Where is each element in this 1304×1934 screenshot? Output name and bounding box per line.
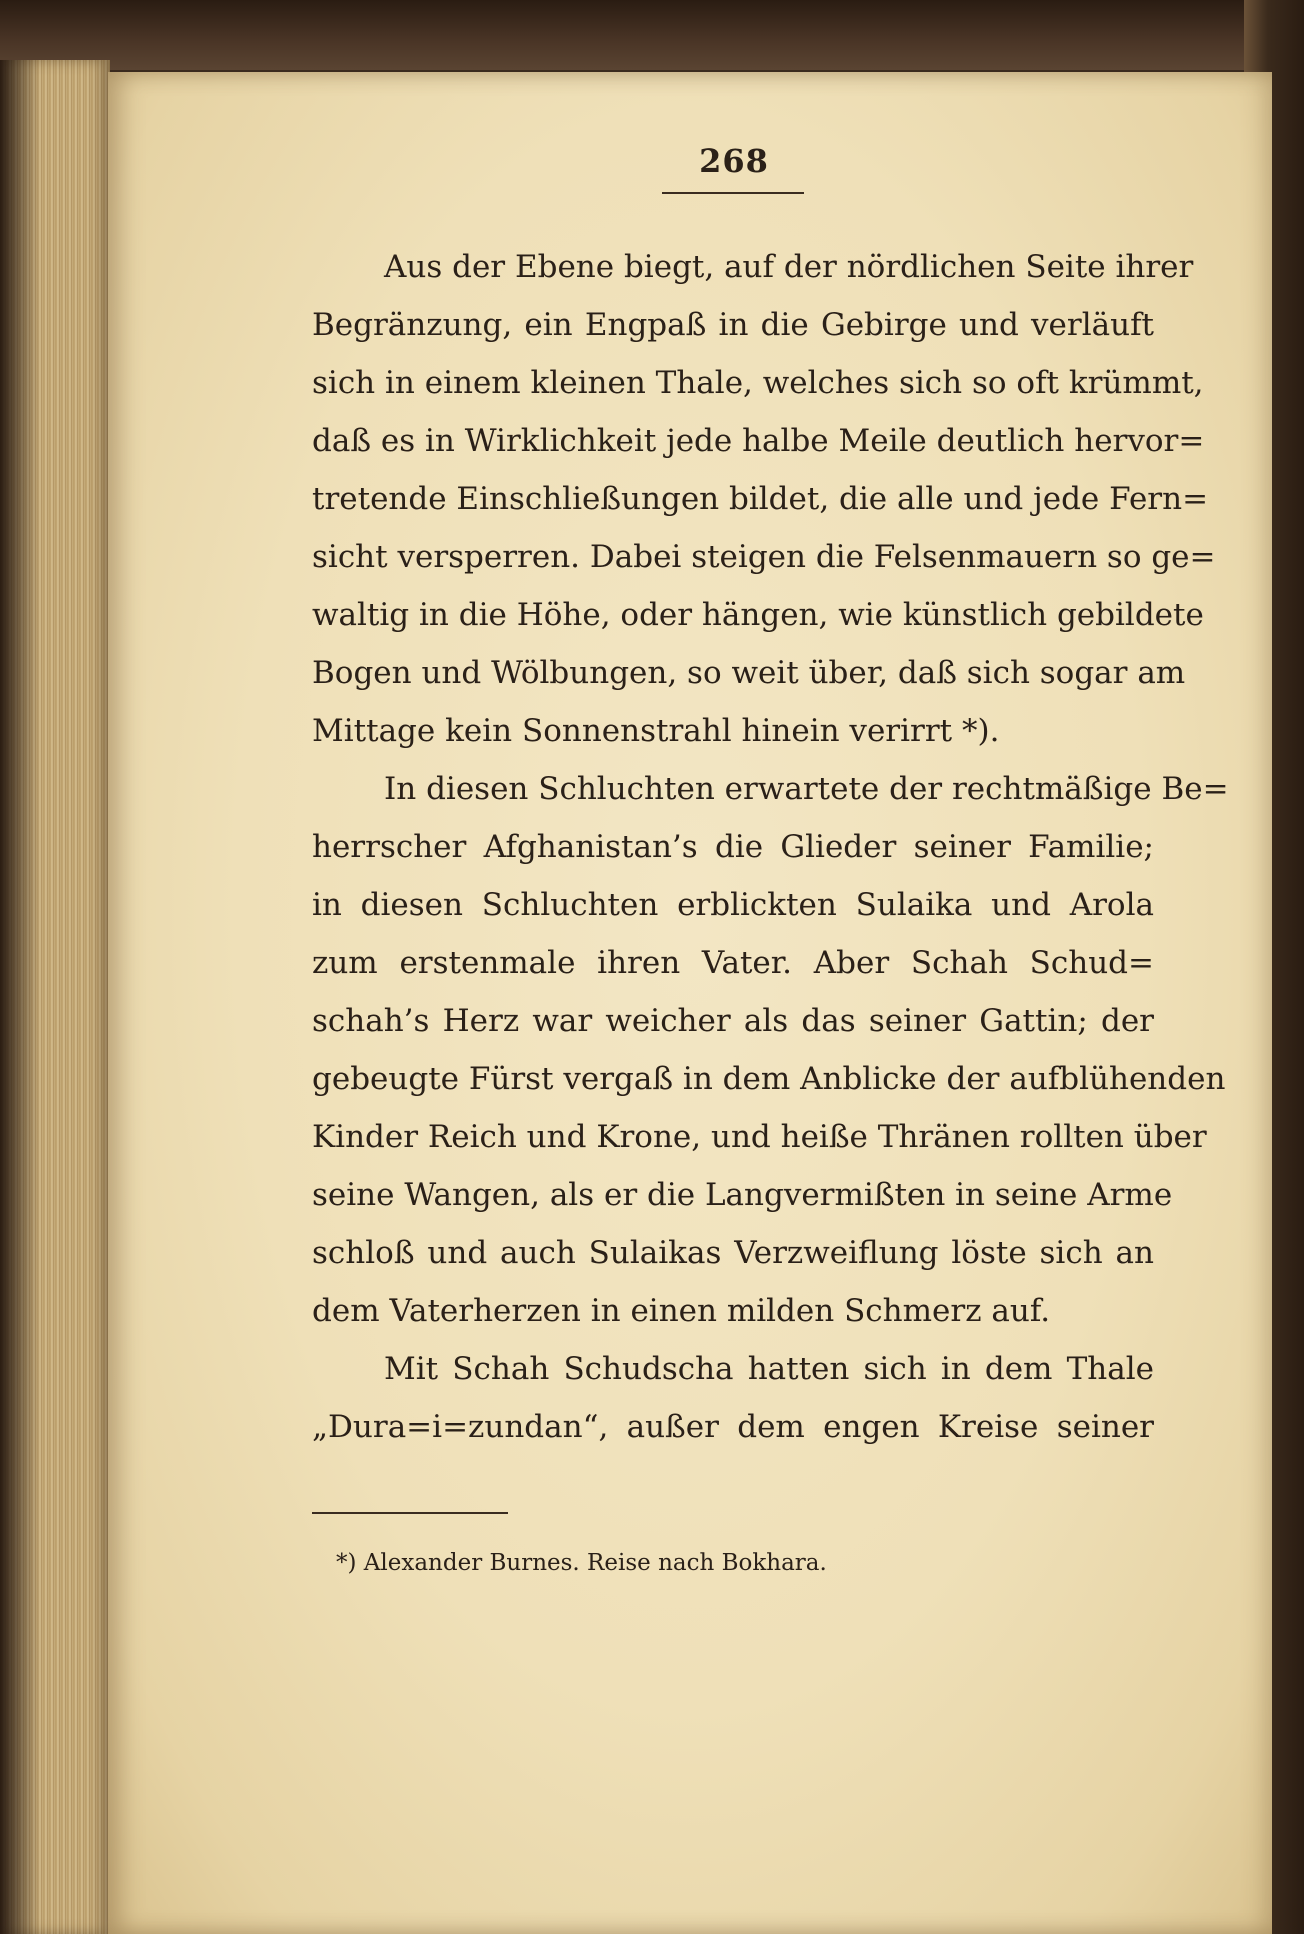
footnote-rule	[312, 1512, 508, 1514]
text-line: Bogen und Wölbungen, so weit über, daß sich sogar am	[312, 655, 1186, 691]
text-line: herrscher Afghanistan’s die Glieder seiner Familie;	[312, 829, 1154, 865]
footnote: *) Alexander Burnes. Reise nach Bokhara.	[336, 1550, 827, 1576]
text-line: Mit Schah Schudscha hatten sich in dem Thale	[384, 1351, 1154, 1387]
page-stack-shadow	[0, 60, 40, 1934]
text-line: zum erstenmale ihren Vater. Aber Schah Schud=	[312, 945, 1154, 981]
text-line: dem Vaterherzen in einen milden Schmerz auf.	[312, 1293, 1051, 1329]
text-line: Kinder Reich und Krone, und heiße Thränen rollten über	[312, 1119, 1207, 1155]
text-line: in diesen Schluchten erblickten Sulaika und Arola	[312, 887, 1154, 923]
text-line: Begränzung, ein Engpaß in die Gebirge und verläuft	[312, 307, 1154, 343]
text-line: waltig in die Höhe, oder hängen, wie künstlich gebildete	[312, 597, 1204, 633]
page-number-rule	[662, 192, 804, 194]
body-text	[312, 238, 1229, 1456]
text-line: tretende Einschließungen bildet, die alle und jede Fern=	[312, 481, 1209, 517]
text-line: schloß und auch Sulaikas Verzweiflung löste sich an	[312, 1235, 1154, 1271]
page-number: 268	[699, 142, 769, 180]
text-line: sich in einem kleinen Thale, welches sich so oft krümmt,	[312, 365, 1204, 401]
text-line: Mittage kein Sonnenstrahl hinein verirrt *).	[312, 713, 1000, 749]
text-line: gebeugte Fürst vergaß in dem Anblicke der aufblühenden	[312, 1061, 1226, 1097]
book-binding-top	[0, 0, 1304, 70]
text-line: schah’s Herz war weicher als das seiner Gattin; der	[312, 1003, 1154, 1039]
text-line: „Dura=i=zundan“, außer dem engen Kreise seiner	[312, 1409, 1154, 1445]
text-line: In diesen Schluchten erwartete der rechtmäßige Be=	[384, 771, 1229, 807]
text-line: seine Wangen, als er die Langvermißten in seine Arme	[312, 1177, 1173, 1213]
text-line: sicht versperren. Dabei steigen die Felsenmauern so ge=	[312, 539, 1216, 575]
text-line: daß es in Wirklichkeit jede halbe Meile deutlich hervor=	[312, 423, 1205, 459]
text-line: Aus der Ebene biegt, auf der nördlichen Seite ihrer	[384, 249, 1194, 285]
